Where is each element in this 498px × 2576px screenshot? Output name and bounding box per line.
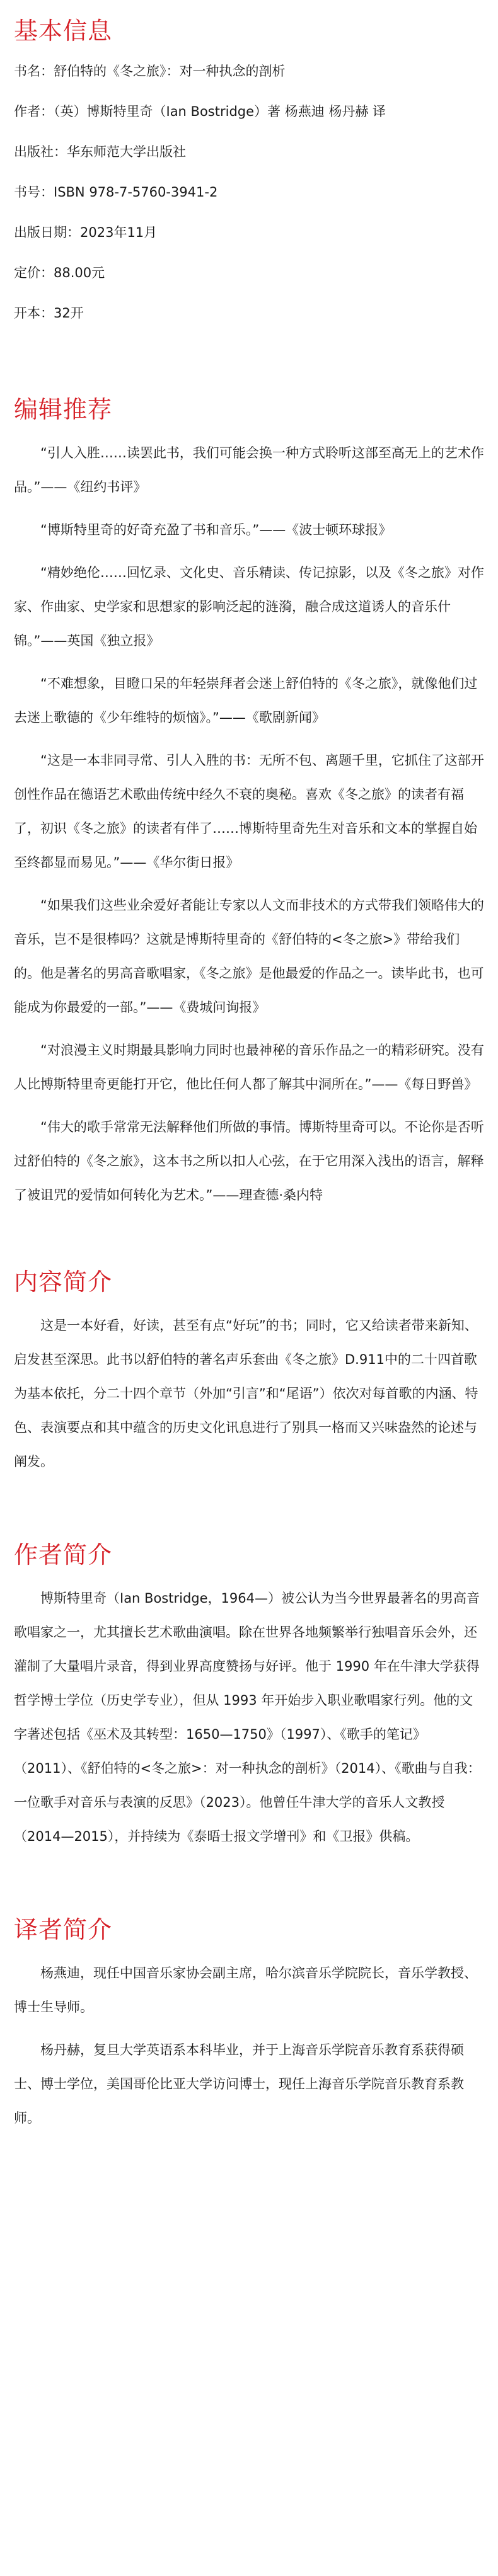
review-paragraph: “引人入胜……读罢此书，我们可能会换一种方式聆听这部至高无上的艺术作品。”——《纽约书评》 [14, 445, 484, 495]
info-publisher: 出版社：华东师范大学出版社 [14, 144, 186, 159]
content-paragraph: 这是一本好看，好读，甚至有点“好玩”的书；同时，它又给读者带来新知、启发甚至深思。此书以舒伯特的著名声乐套曲《冬之旅》D.911中的二十四首歌为基本依托，分二十四个章节（外加“引言”和“尾语”）依次对每首歌的内涵、特色、表演要点和其中蕴含的历史文化讯息进行了别具一格而又兴味盎然的论述与阐发。 [14, 1318, 478, 1469]
review-paragraph: “精妙绝伦……回忆录、文化史、音乐精读、传记掠影，以及《冬之旅》对作家、作曲家、史学家和思想家的影响泛起的涟漪，融合成这道诱人的音乐什锦。”——英国《独立报》 [14, 565, 484, 648]
info-date: 出版日期：2023年11月 [14, 225, 158, 240]
editor-recommend-list [14, 436, 484, 1212]
translator-paragraph: 杨丹赫，复旦大学英语系本科毕业，并于上海音乐学院音乐教育系获得硕士、博士学位，美国哥伦比亚大学访问博士，现任上海音乐学院音乐教育系教师。 [14, 2042, 464, 2126]
review-paragraph: “不难想象，目瞪口呆的年轻崇拜者会迷上舒伯特的《冬之旅》，就像他们过去迷上歌德的《少年维特的烦恼》。”——《歌剧新闻》 [14, 676, 478, 725]
section-title-basic-info: 基本信息 [14, 17, 113, 45]
info-format: 开本：32开 [14, 306, 84, 321]
info-isbn: 书号：ISBN 978-7-5760-3941-2 [14, 185, 218, 200]
info-price: 定价：88.00元 [14, 265, 105, 280]
author-paragraph: 博斯特里奇（Ian Bostridge，1964—）被公认为当今世界最著名的男高音歌唱家之一，尤其擅长艺术歌曲演唱。除在世界各地频繁举行独唱音乐会外，还灌制了大量唱片录音，得到业界高度赞扬与好评。他于 1990 年在牛津大学获得哲学博士学位（历史学专业），但从 1993 年开始步入职业歌唱家行列。他的文字著述包括《巫术及其转型：1650—1750》（1997）、《歌手的笔记》（2011）、《舒伯特的<冬之旅>：对一种执念的剖析》（2014）、《歌曲与自我：一位歌手对音乐与表演的反思》（2023）。他曾任牛津大学的音乐人文教授（2014—2015），并持续为《泰晤士报文学增刊》和《卫报》供稿。 [14, 1591, 481, 1844]
section-title-author-intro: 作者简介 [14, 1541, 113, 1569]
author-intro-body [14, 1581, 484, 1853]
review-paragraph: “博斯特里奇的好奇充盈了书和音乐。”——《波士顿环球报》 [40, 522, 392, 537]
review-paragraph: “如果我们这些业余爱好者能让专家以人文而非技术的方式带我们领略伟大的音乐，岂不是很棒吗？这就是博斯特里奇的《舒伯特的<冬之旅>》带给我们的。他是著名的男高音歌唱家，《冬之旅》是他最爱的作品之一。读毕此书，也可能成为你最爱的一部。”——《费城问询报》 [14, 898, 484, 1015]
basic-info-list [14, 64, 484, 321]
translator-paragraph: 杨燕迪，现任中国音乐家协会副主席，哈尔滨音乐学院院长，音乐学教授、博士生导师。 [14, 1966, 477, 2015]
review-paragraph: “对浪漫主义时期最具影响力同时也最神秘的音乐作品之一的精彩研究。没有人比博斯特里奇更能打开它，他比任何人都了解其中洞所在。”——《每日野兽》 [14, 1043, 484, 1092]
section-title-content-intro: 内容简介 [14, 1268, 113, 1296]
info-author: 作者：（英）博斯特里奇（Ian Bostridge）著 杨燕迪 杨丹赫 译 [14, 104, 386, 119]
info-title: 书名：舒伯特的《冬之旅》：对一种执念的剖析 [14, 64, 286, 79]
section-title-translator-intro: 译者简介 [14, 1916, 113, 1943]
review-paragraph: “伟大的歌手常常无法解释他们所做的事情。博斯特里奇可以。不论你是否听过舒伯特的《冬之旅》，这本书之所以扣人心弦，在于它用深入浅出的语言，解释了被诅咒的爱情如何转化为艺术。”——理查德·桑内特 [14, 1119, 484, 1203]
translator-intro-body [14, 1956, 484, 2135]
content-intro-body [14, 1308, 484, 1479]
review-paragraph: “这是一本非同寻常、引人入胜的书：无所不包、离题千里，它抓住了这部开创性作品在德语艺术歌曲传统中经久不衰的奥秘。喜欢《冬之旅》的读者有福了，初识《冬之旅》的读者有伴了……博斯特里奇先生对音乐和文本的掌握自始至终都显而易见。”——《华尔街日报》 [14, 753, 484, 870]
section-title-editor-recommend: 编辑推荐 [14, 396, 113, 423]
